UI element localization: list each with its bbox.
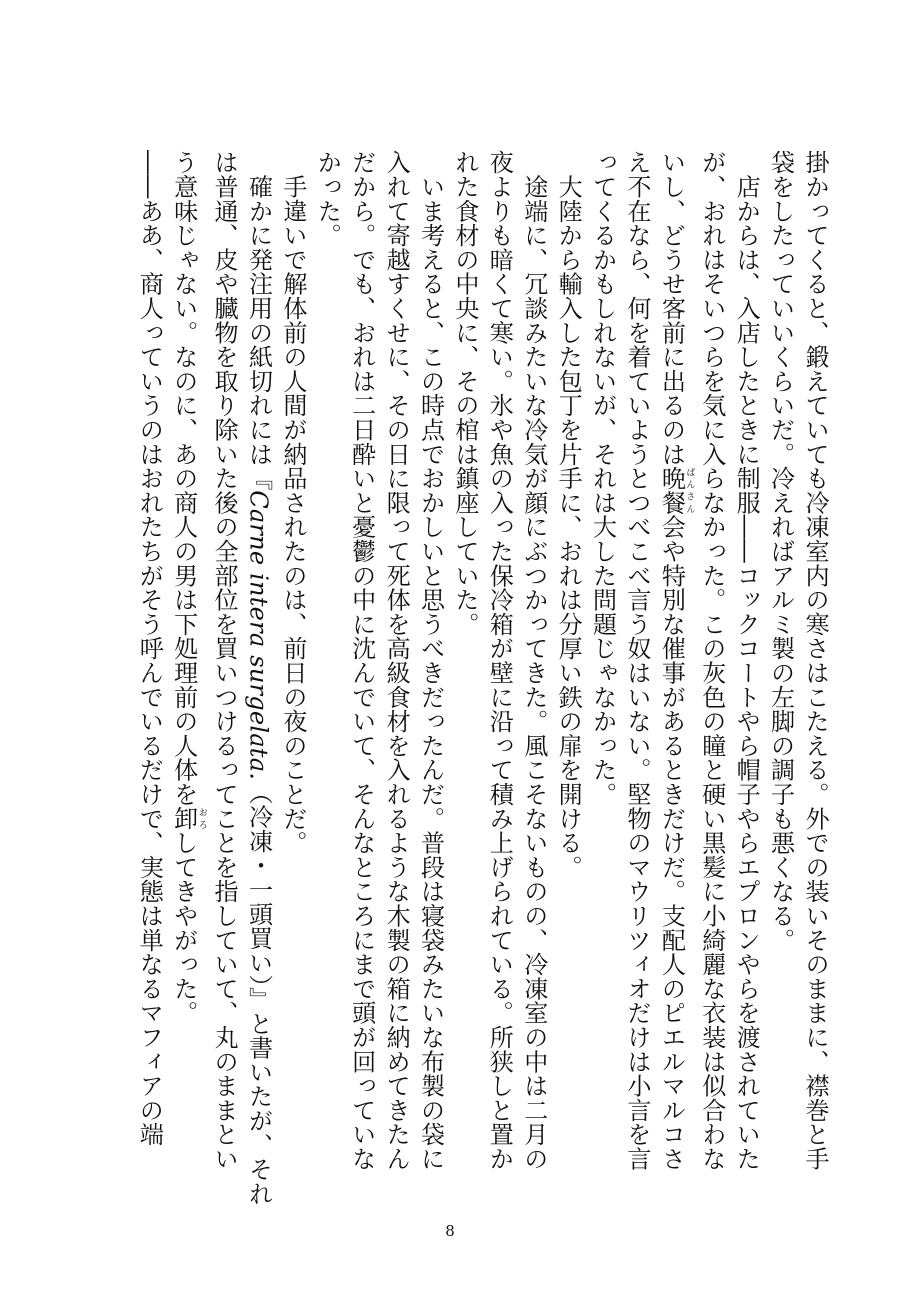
- text-line: ってくるかもしれないが、それは大した問題じゃなかった。: [588, 150, 617, 807]
- vertical-text-body: [132, 150, 832, 1206]
- text-line: 入れて寄越すくせに、その日に限って死体を高級食材を入れるような木製の箱に納めてきたん: [382, 150, 411, 1171]
- text-segment: してきやがった。: [169, 830, 198, 1025]
- text-segment: 会や特別な催事があるときだけだ。支配人のピエルマルコさ: [657, 514, 686, 1171]
- text-line: [241, 150, 275, 1206]
- text-line: 大陸から輸入した包丁を片手に、おれは分厚い鉄の扉を開ける。: [554, 150, 583, 879]
- text-line: だから。でも、おれは二日酔いと憂鬱の中に沈んでいて、そんなところにまで頭が回っていな: [347, 150, 376, 1171]
- latin-phrase: Carne intera surgelata.: [244, 490, 273, 781]
- text-segment: （冷凍・一頭買い）』と書いたが、それ: [244, 780, 273, 1206]
- text-segment: 確かに発注用の紙切れには『: [244, 150, 273, 491]
- ruby-base: 晩餐: [657, 465, 686, 515]
- text-line: は普通、皮や臓物を取り除いた後の全部位を買いつけるってことを指していて、丸のままとい: [210, 150, 239, 1171]
- text-line: 手違いで解体前の人間が納品されたのは、前日の夜のことだ。: [278, 150, 307, 855]
- ruby-reading: ばんさん: [684, 465, 695, 515]
- text-line: [166, 150, 206, 1125]
- ruby-annotation: [657, 465, 695, 515]
- text-line: いま考えると、この時点でおかしいと思うべきだったんだ。普段は寝袋みたいな布製の袋に: [416, 150, 445, 1171]
- text-line: 途端に、冗談みたいな冷気が顔にぶつかってきた。風こそないものの、冷凍室の中は二月の: [519, 150, 548, 1171]
- text-line: え不在なら、何を着ていようとつべこべ言う奴はいない。堅物のマウリツィオだけは小言を言: [622, 150, 651, 1171]
- text-line: 夜よりも暗くて寒い。氷や魚の入った保冷箱が壁に沿って積み上げられている。所狭しと置か: [485, 150, 514, 1171]
- text-line: 掛かってくると、鍛えていても冷凍室内の寒さはこたえる。外での装いそのままに、襟巻と手: [801, 150, 829, 1171]
- text-line: [654, 150, 695, 1171]
- text-line: ――ああ、商人っていうのはおれたちがそう呼んでいるだけで、実態は単なるマフィアの端: [135, 150, 164, 1147]
- text-line: かった。: [313, 150, 342, 248]
- ruby-base: 卸: [169, 806, 198, 831]
- text-line: 店からは、入店したときに制服――コックコートやら帽子やらエプロンやらを渡されていた: [732, 150, 761, 1171]
- text-line: 袋をしたっていいくらいだ。冷えればアルミ製の左脚の調子も悪くなる。: [766, 150, 795, 952]
- text-line: れた食材の中央に、その棺は鎮座していた。: [450, 150, 479, 636]
- ruby-annotation: [169, 806, 207, 831]
- page-number: 8: [445, 1222, 455, 1240]
- text-line: が、おれはそいつらを気に入らなかった。この灰色の瞳と硬い黒髪に小綺麗な衣装は似合わな: [697, 150, 726, 1171]
- text-segment: う意味じゃない。なのに、あの商人の男は下処理前の人体を: [169, 150, 198, 807]
- text-segment: いし、どうせ客前に出るのは: [657, 150, 686, 466]
- ruby-reading: おろ: [196, 806, 207, 831]
